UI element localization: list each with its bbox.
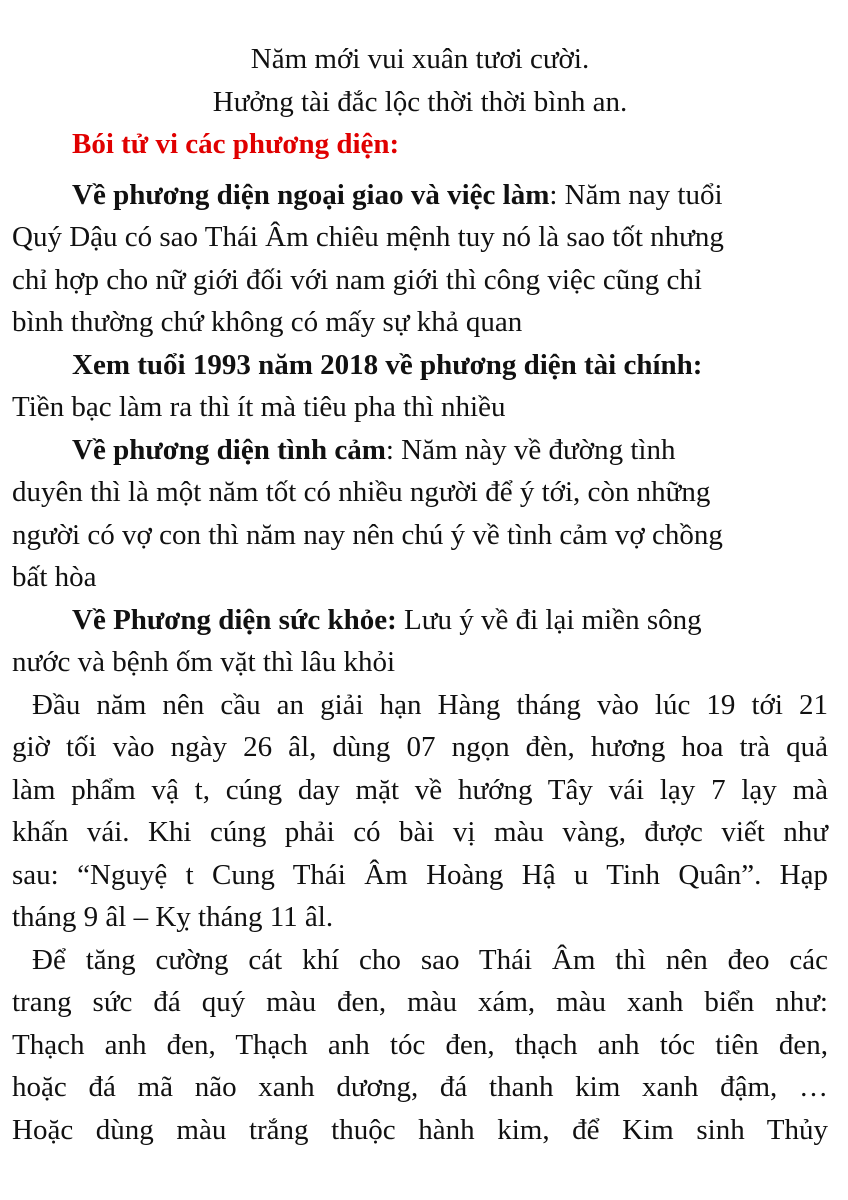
paragraph-line xyxy=(12,174,828,217)
paragraph-line: bất hòa xyxy=(12,561,97,593)
paragraph-line: Đầu năm nên cầu an giải hạn Hàng tháng vào lúc 19 tới 21 xyxy=(32,688,828,721)
paragraph-line: giờ tối vào ngày 26 âl, dùng 07 ngọn đèn, hương hoa trà quả xyxy=(12,731,828,763)
paragraph-text: : Năm nay tuổi xyxy=(549,178,723,211)
paragraph-line: khấn vái. Khi cúng phải có bài vị màu vàng, được viết như xyxy=(12,816,828,848)
paragraph-diplomacy xyxy=(12,174,828,344)
paragraph-line: sau: “Nguyệ t Cung Thái Âm Hoàng Hậ u Tinh Quân”. Hạp xyxy=(12,858,828,891)
section-heading: Bói tử vi các phương diện: xyxy=(72,128,400,160)
paragraph-line: nước và bệnh ốm vặt thì lâu khỏi xyxy=(12,646,396,678)
paragraph-label: Về phương diện ngoại giao và việc làm xyxy=(72,178,550,211)
paragraph-label: Xem tuổi 1993 năm 2018 về phương diện tài chính: xyxy=(72,348,703,381)
paragraph-line: Quý Dậu có sao Thái Âm chiêu mệnh tuy nó là sao tốt nhưng xyxy=(12,221,724,253)
paragraph-line: Tiền bạc làm ra thì ít mà tiêu pha thì nhiều xyxy=(12,391,506,423)
paragraph-text: Lưu ý về đi lại miền sông xyxy=(396,603,702,636)
paragraph-label: Về phương diện tình cảm xyxy=(72,433,386,466)
paragraph-label: Về Phương diện sức khỏe: xyxy=(72,603,397,636)
paragraph-ritual xyxy=(12,684,828,939)
paragraph-line xyxy=(12,599,828,642)
paragraph-line xyxy=(12,429,828,472)
paragraph-health xyxy=(12,599,828,684)
poem-line-2: Hưởng tài đắc lộc thời thời bình an. xyxy=(212,85,628,118)
paragraph-text: : Năm này về đường tình xyxy=(385,433,676,466)
paragraph-line: tháng 9 âl – Kỵ tháng 11 âl. xyxy=(12,901,334,933)
paragraph-line xyxy=(12,344,828,387)
paragraph-line: trang sức đá quý màu đen, màu xám, màu xanh biển như: xyxy=(12,986,828,1018)
paragraph-line: Hoặc dùng màu trắng thuộc hành kim, để Kim sinh Thủy xyxy=(12,1113,828,1146)
paragraph-line: Thạch anh đen, Thạch anh tóc đen, thạch anh tóc tiên đen, xyxy=(12,1028,828,1061)
paragraph-line: chỉ hợp cho nữ giới đối với nam giới thì công việc cũng chỉ xyxy=(12,263,702,296)
paragraph-line: bình thường chứ không có mấy sự khả quan xyxy=(12,306,523,338)
paragraph-line: người có vợ con thì năm nay nên chú ý về tình cảm vợ chồng xyxy=(12,518,723,551)
paragraph-line: Để tăng cường cát khí cho sao Thái Âm thì nên đeo các xyxy=(32,943,828,976)
paragraph-line: hoặc đá mã não xanh dương, đá thanh kim xanh đậm, … xyxy=(12,1071,828,1103)
paragraph-enhance xyxy=(12,939,828,1152)
paragraph-line: làm phẩm vậ t, cúng day mặt về hướng Tây vái lạy 7 lạy mà xyxy=(12,773,828,806)
paragraph-finance xyxy=(12,344,828,429)
paragraph-line: duyên thì là một năm tốt có nhiều người để ý tới, còn những xyxy=(12,476,711,508)
paragraph-love xyxy=(12,429,828,599)
document-page xyxy=(12,38,828,1151)
poem-line-1: Năm mới vui xuân tươi cười. xyxy=(250,43,590,75)
